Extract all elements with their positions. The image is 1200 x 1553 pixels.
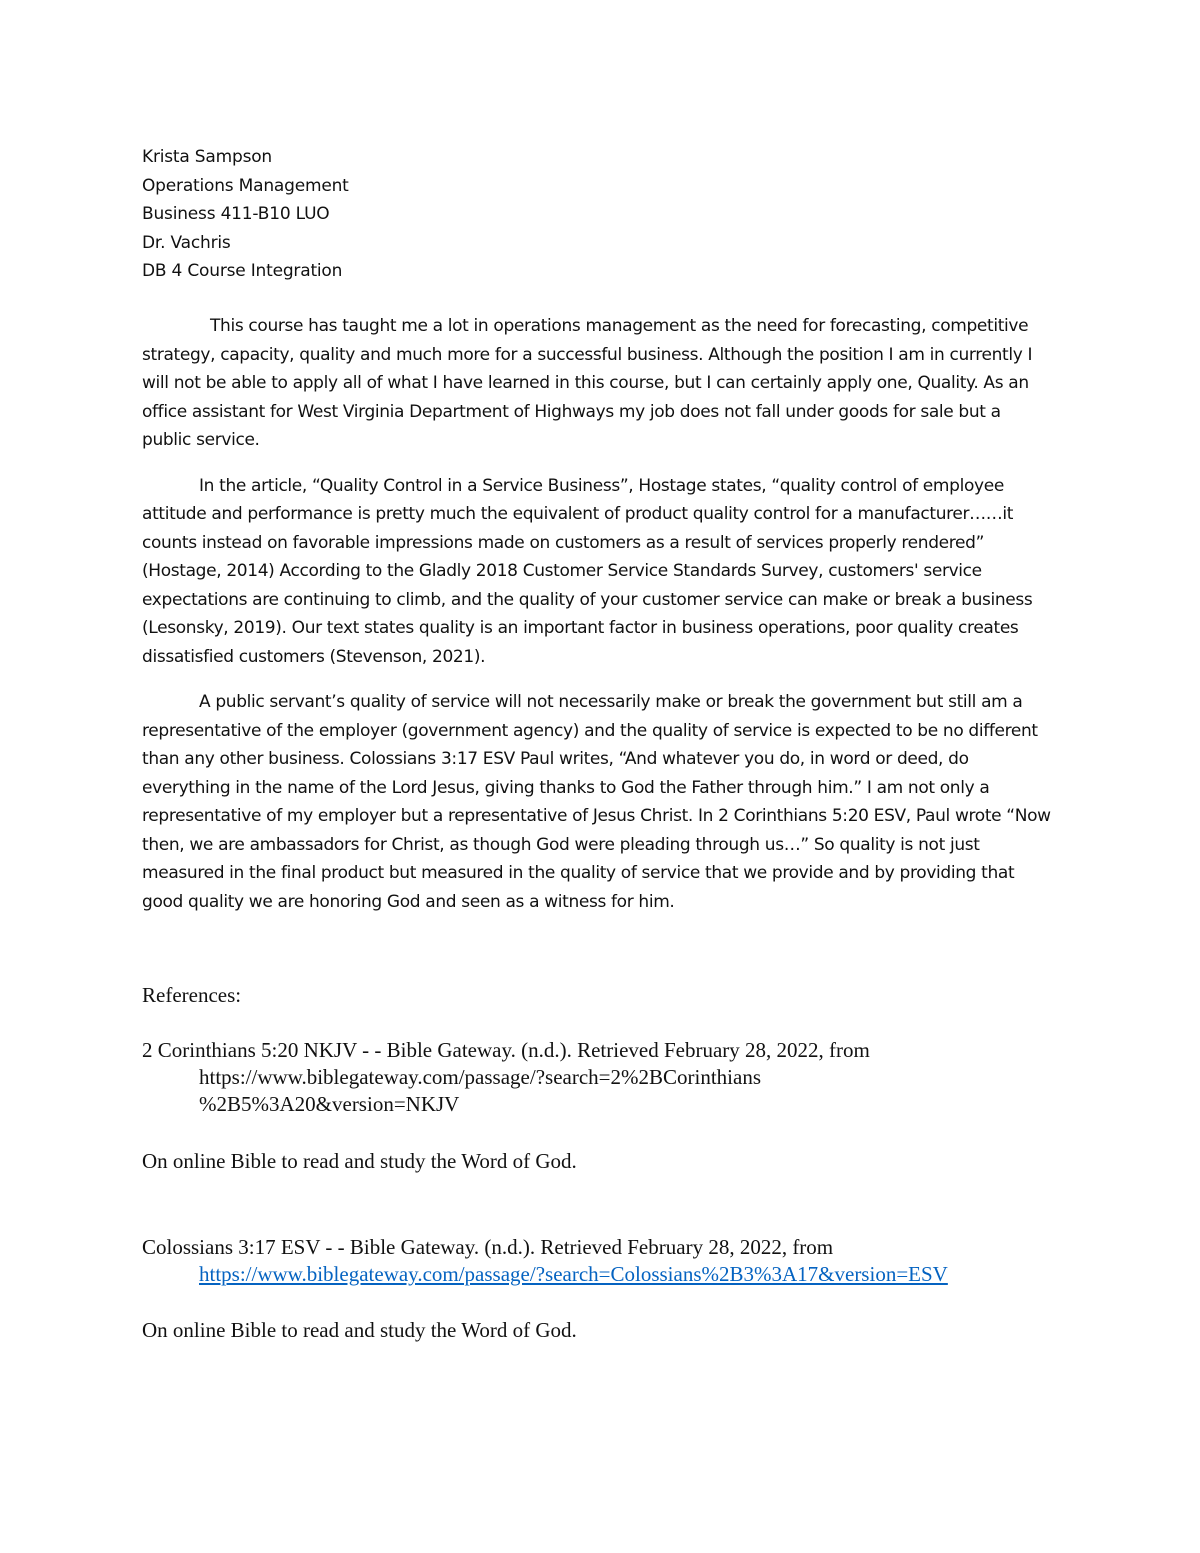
paragraph-1: This course has taught me a lot in operations management as the need for forecasting, competitive strategy, capacity, quality and much more for a successful business. Although the position I am in currently I will not be able to apply all of what I have learned in this course, but I can certainly apply one, Quality. As an office assistant for West Virginia Department of Highways my job does not fall under goods for sale but a public service. bbox=[142, 316, 1033, 450]
paragraph-3: A public servant’s quality of service will not necessarily make or break the government but still am a representative of the employer (government agency) and the quality of service is expected to be no different than any other business. Colossians 3:17 ESV Paul writes, “And whatever you do, in word or deed, do everything in the name of the Lord Jesus, giving thanks to God the Father through him.” I am not only a representative of my employer but a representative of Jesus Christ. In 2 Corinthians 5:20 ESV, Paul wrote “Now then, we are ambassadors for Christ, as though God were pleading through us…” So quality is not just measured in the final product but measured in the quality of service that we provide and by providing that good quality we are honoring God and seen as a witness for him. bbox=[142, 692, 1051, 912]
reference-citation: Colossians 3:17 ESV - - Bible Gateway. (n.d.). Retrieved February 28, 2022, from bbox=[142, 1235, 834, 1259]
reference-note: On online Bible to read and study the Word of God. bbox=[142, 1149, 577, 1173]
reference-citation: 2 Corinthians 5:20 NKJV - - Bible Gateway. (n.d.). Retrieved February 28, 2022, from bbox=[142, 1038, 870, 1062]
reference-url-line-1: https://www.biblegateway.com/passage/?search=2%2BCorinthians bbox=[199, 1065, 761, 1089]
course-code: Business 411-B10 LUO bbox=[142, 204, 330, 224]
course-title: Operations Management bbox=[142, 175, 349, 196]
reference-link[interactable]: https://www.biblegateway.com/passage/?search=Colossians%2B3%3A17&version=ESV bbox=[199, 1262, 948, 1286]
references-heading: References: bbox=[142, 983, 242, 1007]
assignment-title: DB 4 Course Integration bbox=[142, 261, 343, 281]
reference-entry-corinthians bbox=[142, 1037, 1072, 1118]
paragraph-2: In the article, “Quality Control in a Service Business”, Hostage states, “quality control of employee attitude and performance is pretty much the equivalent of product quality control for a manufacturer……it counts instead on favorable impressions made on customers as a result of services properly rendered” (Hostage, 2014) According to the Gladly 2018 Customer Service Standards Survey, customers' service expectations are continuing to climb, and the quality of your customer service can make or break a business (Lesonsky, 2019). Our text states quality is an important factor in business operations, poor quality creates dissatisfied customers (Stevenson, 2021). bbox=[142, 475, 1033, 667]
references-section bbox=[142, 982, 1072, 1344]
reference-entry-colossians bbox=[142, 1234, 1072, 1288]
instructor-name: Dr. Vachris bbox=[142, 232, 231, 253]
reference-url-line-2: %2B5%3A20&version=NKJV bbox=[199, 1092, 460, 1116]
author-name: Krista Sampson bbox=[142, 147, 272, 167]
reference-note: On online Bible to read and study the Word of God. bbox=[142, 1318, 577, 1342]
header-block bbox=[142, 143, 349, 286]
essay-body bbox=[142, 312, 1054, 933]
